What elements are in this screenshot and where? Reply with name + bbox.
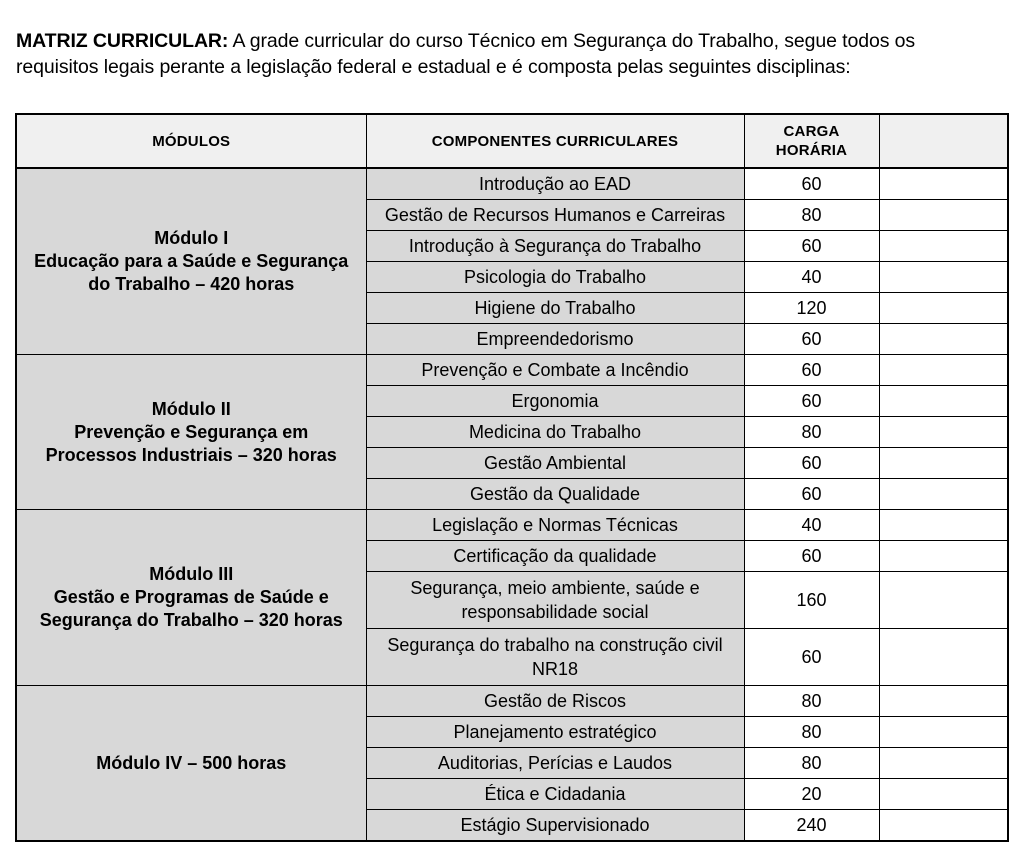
blank-cell: [879, 355, 1008, 386]
module-label-line: do Trabalho – 420 horas: [88, 274, 295, 294]
component-cell: Gestão de Recursos Humanos e Carreiras: [366, 200, 744, 231]
component-cell: Gestão de Riscos: [366, 686, 744, 717]
component-cell: Introdução à Segurança do Trabalho: [366, 231, 744, 262]
column-header-workload: [744, 114, 879, 168]
blank-cell: [879, 572, 1008, 629]
component-cell: Higiene do Trabalho: [366, 293, 744, 324]
component-cell: Planejamento estratégico: [366, 717, 744, 748]
module-label-line: Módulo II: [151, 398, 231, 419]
intro-paragraph: [16, 28, 1000, 81]
workload-cell: 80: [744, 748, 879, 779]
blank-cell: [879, 168, 1008, 200]
blank-cell: [879, 200, 1008, 231]
column-header-blank: [879, 114, 1008, 168]
workload-cell: 80: [744, 417, 879, 448]
workload-cell: 80: [744, 200, 879, 231]
blank-cell: [879, 717, 1008, 748]
component-cell: Medicina do Trabalho: [366, 417, 744, 448]
blank-cell: [879, 324, 1008, 355]
column-header-workload-line2: HORÁRIA: [775, 142, 848, 159]
module-cell-2: [16, 355, 366, 510]
workload-cell: 80: [744, 686, 879, 717]
module-label-line: Processos Industriais – 320 horas: [45, 444, 337, 465]
table-row: [16, 168, 1008, 200]
blank-cell: [879, 686, 1008, 717]
blank-cell: [879, 810, 1008, 842]
table-row: [16, 510, 1008, 541]
blank-cell: [879, 479, 1008, 510]
table-row: [16, 355, 1008, 386]
blank-cell: [879, 386, 1008, 417]
component-cell: Legislação e Normas Técnicas: [366, 510, 744, 541]
component-cell: Segurança, meio ambiente, saúde e responsabilidade social: [366, 572, 744, 629]
module-label-line: Módulo I: [154, 228, 229, 248]
workload-cell: 160: [744, 572, 879, 629]
workload-cell: 20: [744, 779, 879, 810]
module-label-line: Módulo III: [149, 564, 234, 584]
workload-cell: 60: [744, 629, 879, 686]
blank-cell: [879, 448, 1008, 479]
column-header-workload-line1: CARGA: [783, 123, 840, 140]
workload-cell: 60: [744, 231, 879, 262]
workload-cell: 60: [744, 355, 879, 386]
blank-cell: [879, 510, 1008, 541]
component-cell: Gestão da Qualidade: [366, 479, 744, 510]
blank-cell: [879, 417, 1008, 448]
workload-cell: 60: [744, 324, 879, 355]
intro-lead-label: MATRIZ CURRICULAR:: [16, 29, 229, 52]
component-cell: Gestão Ambiental: [366, 448, 744, 479]
component-cell: Estágio Supervisionado: [366, 810, 744, 842]
curriculum-matrix-container: [15, 113, 1007, 842]
component-cell: Introdução ao EAD: [366, 168, 744, 200]
component-cell: Segurança do trabalho na construção civil NR18: [366, 629, 744, 686]
workload-cell: 240: [744, 810, 879, 842]
column-header-components: COMPONENTES CURRICULARES: [366, 114, 744, 168]
workload-cell: 60: [744, 479, 879, 510]
table-row: [16, 686, 1008, 717]
blank-cell: [879, 231, 1008, 262]
blank-cell: [879, 629, 1008, 686]
workload-cell: 60: [744, 541, 879, 572]
blank-cell: [879, 262, 1008, 293]
workload-cell: 40: [744, 262, 879, 293]
table-header-row: [16, 114, 1008, 168]
column-header-modules: MÓDULOS: [16, 114, 366, 168]
module-label-line: Prevenção e Segurança em: [74, 421, 309, 442]
blank-cell: [879, 541, 1008, 572]
module-label-line: Educação para a Saúde e Segurança: [34, 251, 349, 271]
table-header: [16, 114, 1008, 168]
module-label-line: Segurança do Trabalho – 320 horas: [39, 610, 343, 630]
module-cell-4: [16, 686, 366, 842]
module-cell-3: [16, 510, 366, 686]
blank-cell: [879, 293, 1008, 324]
workload-cell: 60: [744, 448, 879, 479]
blank-cell: [879, 748, 1008, 779]
component-cell: Ergonomia: [366, 386, 744, 417]
blank-cell: [879, 779, 1008, 810]
component-cell: Empreendedorismo: [366, 324, 744, 355]
workload-cell: 60: [744, 386, 879, 417]
workload-cell: 60: [744, 168, 879, 200]
intro-body-text: A grade curricular do curso Técnico em Segurança do Trabalho, segue todos os requisitos legais perante a legislação federal e estadual e é composta pelas seguintes disciplinas:: [16, 29, 916, 78]
workload-cell: 40: [744, 510, 879, 541]
module-cell-1: [16, 168, 366, 355]
component-cell: Ética e Cidadania: [366, 779, 744, 810]
component-cell: Auditorias, Perícias e Laudos: [366, 748, 744, 779]
table-body: [16, 168, 1008, 841]
module-label-line: Gestão e Programas de Saúde e: [53, 587, 329, 607]
curriculum-matrix-table: [15, 113, 1009, 842]
component-cell: Certificação da qualidade: [366, 541, 744, 572]
workload-cell: 120: [744, 293, 879, 324]
component-cell: Psicologia do Trabalho: [366, 262, 744, 293]
component-cell: Prevenção e Combate a Incêndio: [366, 355, 744, 386]
module-label-line: Módulo IV – 500 horas: [96, 752, 287, 773]
workload-cell: 80: [744, 717, 879, 748]
